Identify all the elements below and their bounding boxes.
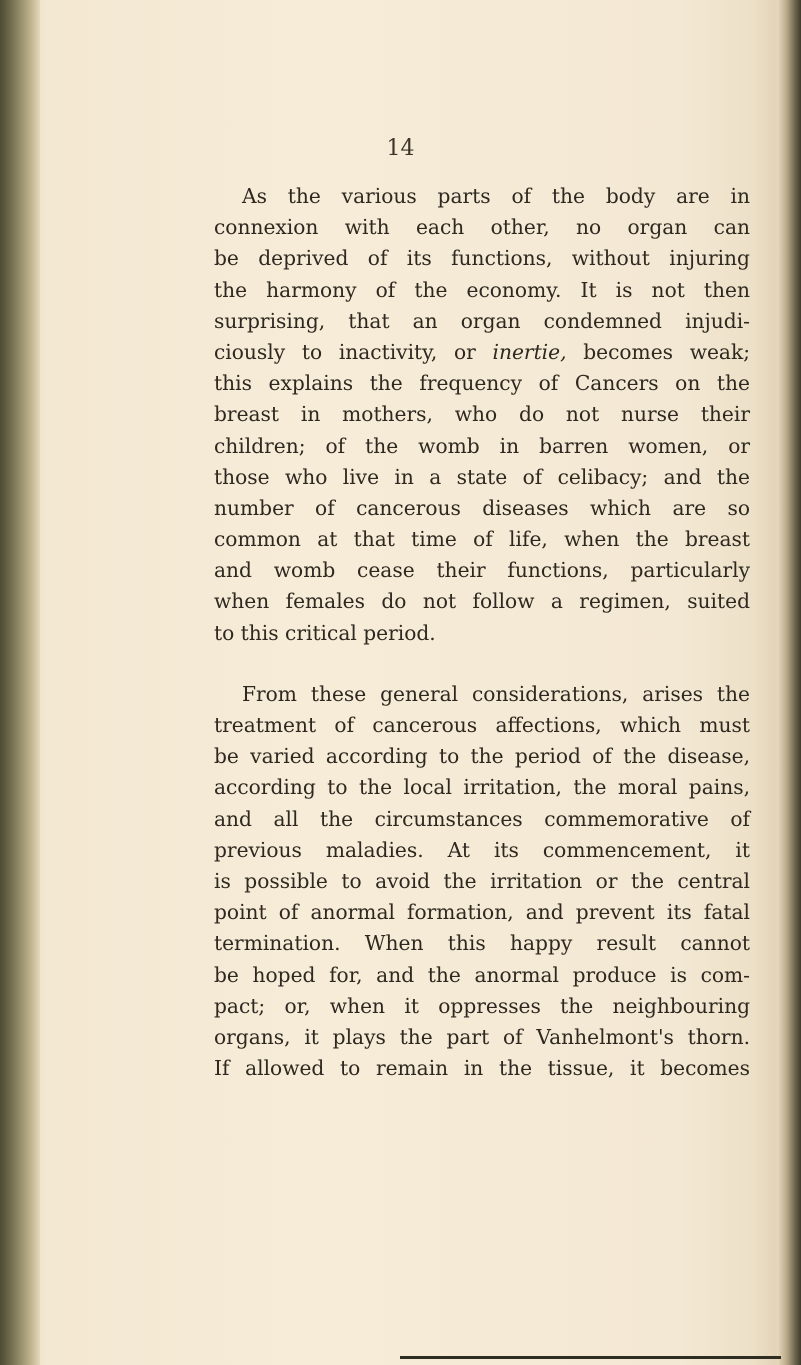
text-line-with-italic (214, 337, 750, 368)
text-line: termination. When this happy result cannot (214, 931, 750, 956)
page-gutter-shadow (0, 0, 40, 1365)
text-line: be deprived of its functions, without injuring (214, 246, 750, 271)
text-line: and all the circumstances commemorative of (214, 806, 750, 831)
text-line: surprising, that an organ condemned injudi- (214, 308, 750, 333)
text-line: point of anormal formation, and prevent its fatal (214, 900, 750, 925)
text-line: If allowed to remain in the tissue, it becomes (214, 1056, 750, 1081)
text-line: those who live in a state of celibacy; and the (214, 464, 750, 489)
text-line: breast in mothers, who do not nurse their (214, 402, 750, 427)
text-line: previous maladies. At its commencement, it (214, 837, 750, 862)
text-line: be hoped for, and the anormal produce is com- (214, 962, 750, 987)
text-line: to this critical period. (214, 620, 436, 645)
text-line: From these general considerations, arises the (242, 681, 750, 706)
text-line: is possible to avoid the irritation or the central (214, 868, 750, 893)
text-line: and womb cease their functions, particularly (214, 558, 750, 583)
paragraph-1 (214, 181, 750, 649)
page-edge-shadow (777, 0, 801, 1365)
line-text-before-italic: ciously to inactivity, or (214, 339, 493, 364)
paragraph-gap (214, 649, 750, 679)
text-line: the harmony of the economy. It is not then (214, 277, 750, 302)
paragraph-2 (214, 679, 750, 1084)
text-line: children; of the womb in barren women, or (214, 433, 750, 458)
body-text (214, 181, 750, 1084)
text-line: number of cancerous diseases which are so (214, 495, 750, 520)
text-line: according to the local irritation, the moral pains, (214, 775, 750, 800)
text-line: pact; or, when it oppresses the neighbouring (214, 993, 750, 1018)
text-line: be varied according to the period of the disease, (214, 744, 750, 769)
page-bottom-rule (400, 1356, 781, 1359)
text-line: organs, it plays the part of Vanhelmont's thorn. (214, 1024, 750, 1049)
text-line: this explains the frequency of Cancers on the (214, 371, 750, 396)
text-line: when females do not follow a regimen, suited (214, 589, 750, 614)
line-text-after-italic: becomes weak; (566, 339, 750, 364)
page-number: 14 (386, 136, 415, 161)
text-line: common at that time of life, when the breast (214, 527, 750, 552)
text-line: treatment of cancerous affections, which must (214, 713, 750, 737)
italic-term: inertie, (492, 339, 567, 364)
text-line: connexion with each other, no organ can (214, 215, 750, 240)
text-line: As the various parts of the body are in (242, 184, 750, 208)
